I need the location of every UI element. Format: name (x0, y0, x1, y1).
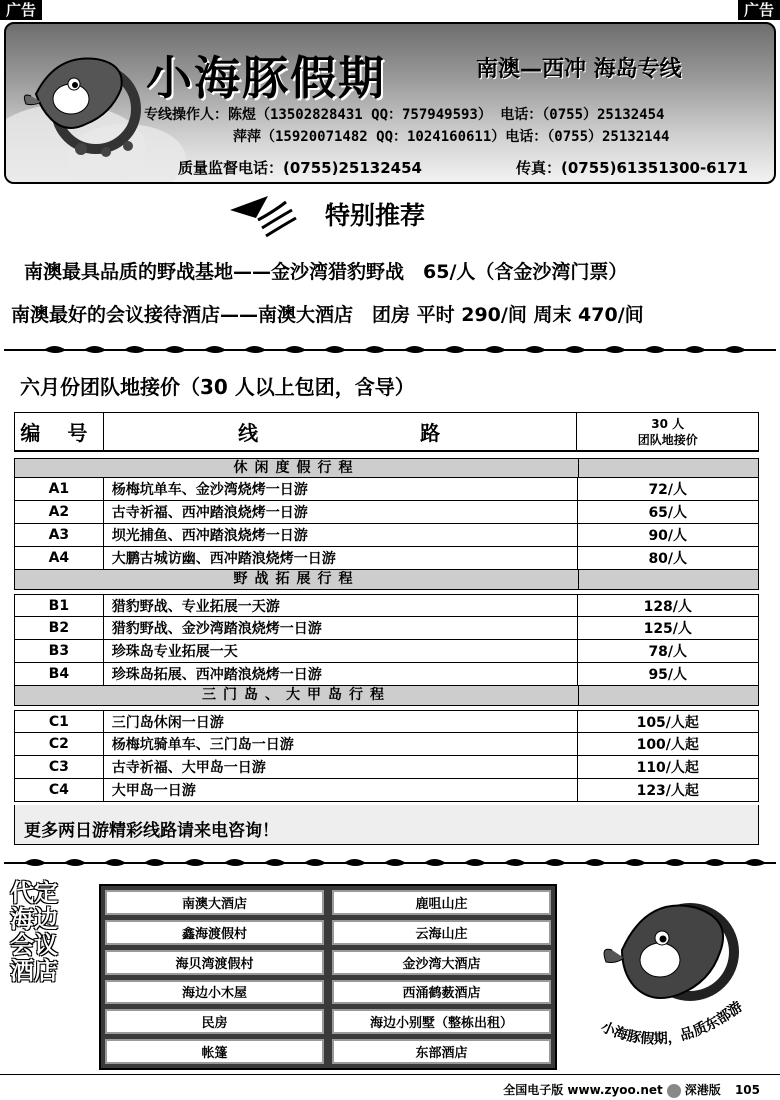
row-price: 110/人起 (636, 760, 699, 776)
hotel-item: 鑫海渡假村 (105, 920, 324, 945)
row-price: 123/人起 (636, 783, 699, 799)
section-title: 三门岛、大甲岛行程 (15, 686, 579, 705)
hotel-item: 云海山庄 (332, 920, 551, 945)
footer-edition: 深港版 (684, 1083, 721, 1097)
table-row (14, 710, 759, 733)
row-price: 90/人 (648, 528, 688, 544)
row-price: 95/人 (648, 667, 688, 683)
hotel-item: 西涌鹤薮酒店 (332, 980, 551, 1005)
ad-tag-right: 广告 (738, 0, 780, 20)
hotel-section-label: 代定海边会议酒店 (10, 878, 58, 985)
megaphone-icon (228, 190, 298, 246)
table-row (14, 501, 759, 524)
section-heading (14, 458, 759, 478)
hotel-item: 南澳大酒店 (105, 890, 324, 915)
row-route: 古寺祈福、大甲岛一日游 (104, 756, 578, 778)
supervision-phone: 质量监督电话：(0755)25132454 (178, 159, 422, 177)
brand-name: 小海豚假期 (146, 51, 386, 105)
header-price-line: 30 人 (651, 416, 685, 431)
hotel-item: 海边小木屋 (105, 980, 324, 1005)
hotel-item: 民房 (105, 1009, 324, 1034)
table-row (14, 663, 759, 686)
dolphin-logo-icon (592, 890, 772, 1065)
row-price: 80/人 (648, 551, 688, 567)
dolphin-mascot-icon (16, 34, 144, 164)
row-price: 128/人 (643, 598, 692, 615)
row-route: 三门岛休闲一日游 (104, 711, 578, 732)
contact-line-2: 萍萍（15920071482 QQ：1024160611）电话：（0755）25132144 (233, 129, 670, 145)
row-route: 猎豹野战、金沙湾踏浪烧烤一日游 (104, 617, 578, 639)
site-logo-icon (667, 1084, 681, 1098)
section-heading (14, 686, 759, 706)
row-number: B3 (15, 640, 104, 662)
recommendation-line: 南澳最具品质的野战基地——金沙湾猎豹野战 65/人（含金沙湾门票） (24, 261, 628, 283)
row-price: 65/人 (648, 505, 688, 521)
row-route: 大鹏古城访幽、西冲踏浪烧烤一日游 (104, 547, 578, 569)
hotel-item: 海贝湾渡假村 (105, 950, 324, 975)
row-number: B2 (15, 617, 104, 639)
slogan-text: 小海豚假期，品质东部游 (598, 997, 746, 1047)
table-row (14, 733, 759, 756)
hotel-item: 海边小别墅（整栋出租） (332, 1009, 551, 1034)
table-row (14, 594, 759, 617)
row-number: A4 (15, 547, 104, 569)
page-number: 105 (734, 1083, 760, 1097)
row-route: 杨梅坑单车、金沙湾烧烤一日游 (104, 478, 578, 500)
section-title: 休闲度假行程 (15, 459, 579, 477)
recommendation-line: 南澳最好的会议接待酒店——南澳大酒店 团房 平时 290/间 周末 470/间 (11, 304, 644, 326)
table-header (14, 412, 759, 452)
row-price: 100/人起 (636, 737, 699, 753)
header-price-line: 团队地接价 (637, 432, 698, 447)
table-row (14, 524, 759, 547)
footer-text (503, 1081, 760, 1098)
header-banner (4, 22, 776, 184)
table-row (14, 779, 759, 802)
row-number: C3 (15, 756, 104, 778)
table-row (14, 617, 759, 640)
header-price (577, 413, 758, 450)
table-row (14, 640, 759, 663)
row-route: 杨梅坑骑单车、三门岛一日游 (104, 733, 578, 755)
table-row (14, 756, 759, 779)
row-route: 珍珠岛拓展、西冲踏浪烧烤一日游 (104, 663, 578, 685)
row-number: C4 (15, 779, 104, 801)
row-number: B1 (15, 595, 104, 616)
row-number: A2 (15, 501, 104, 523)
section-title: 野战拓展行程 (15, 570, 579, 589)
more-routes-note: 更多两日游精彩线路请来电咨询！ (24, 821, 279, 841)
special-recommend-title: 特别推荐 (325, 201, 426, 230)
row-number: C2 (15, 733, 104, 755)
header-route (104, 413, 578, 450)
hotel-grid (99, 884, 557, 1070)
ad-tag-left: 广告 (0, 0, 42, 20)
section-heading (14, 570, 759, 590)
header-route-char: 线 (238, 421, 261, 445)
row-route: 珍珠岛专业拓展一天 (104, 640, 578, 662)
page-footer (0, 1074, 780, 1100)
wave-divider (4, 343, 776, 357)
row-route: 猎豹野战、专业拓展一天游 (104, 595, 578, 616)
footer-site: 全国电子版 www.zyoo.net (503, 1083, 663, 1097)
row-price: 125/人 (643, 621, 692, 637)
row-route: 古寺祈福、西冲踏浪烧烤一日游 (104, 501, 578, 523)
row-number: C1 (15, 711, 104, 732)
table-row (14, 478, 759, 501)
row-number: A3 (15, 524, 104, 546)
row-price: 78/人 (648, 644, 688, 660)
row-price: 72/人 (648, 482, 688, 498)
row-price: 105/人起 (636, 714, 699, 731)
hotel-item: 帐篷 (105, 1039, 324, 1064)
route-tagline: 南澳—西冲 海岛专线 (476, 57, 682, 82)
row-route: 坝光捕鱼、西冲踏浪烧烤一日游 (104, 524, 578, 546)
row-number: A1 (15, 478, 104, 500)
wave-divider (4, 856, 776, 870)
fax-number: 传真：(0755)61351300-6171 (516, 159, 748, 177)
row-number: B4 (15, 663, 104, 685)
row-route: 大甲岛一日游 (104, 779, 578, 801)
price-table (14, 412, 759, 802)
header-route-char: 路 (420, 421, 443, 445)
hotel-item: 东部酒店 (332, 1039, 551, 1064)
hotel-item: 金沙湾大酒店 (332, 950, 551, 975)
hotel-item: 鹿咀山庄 (332, 890, 551, 915)
table-row (14, 547, 759, 570)
header-number: 编 号 (15, 413, 104, 450)
contact-line-1: 专线操作人：陈煜（13502828431 QQ：757949593） 电话：（0755）25132454 (144, 107, 665, 123)
june-price-title: 六月份团队地接价（30 人以上包团，含导） (20, 375, 415, 399)
